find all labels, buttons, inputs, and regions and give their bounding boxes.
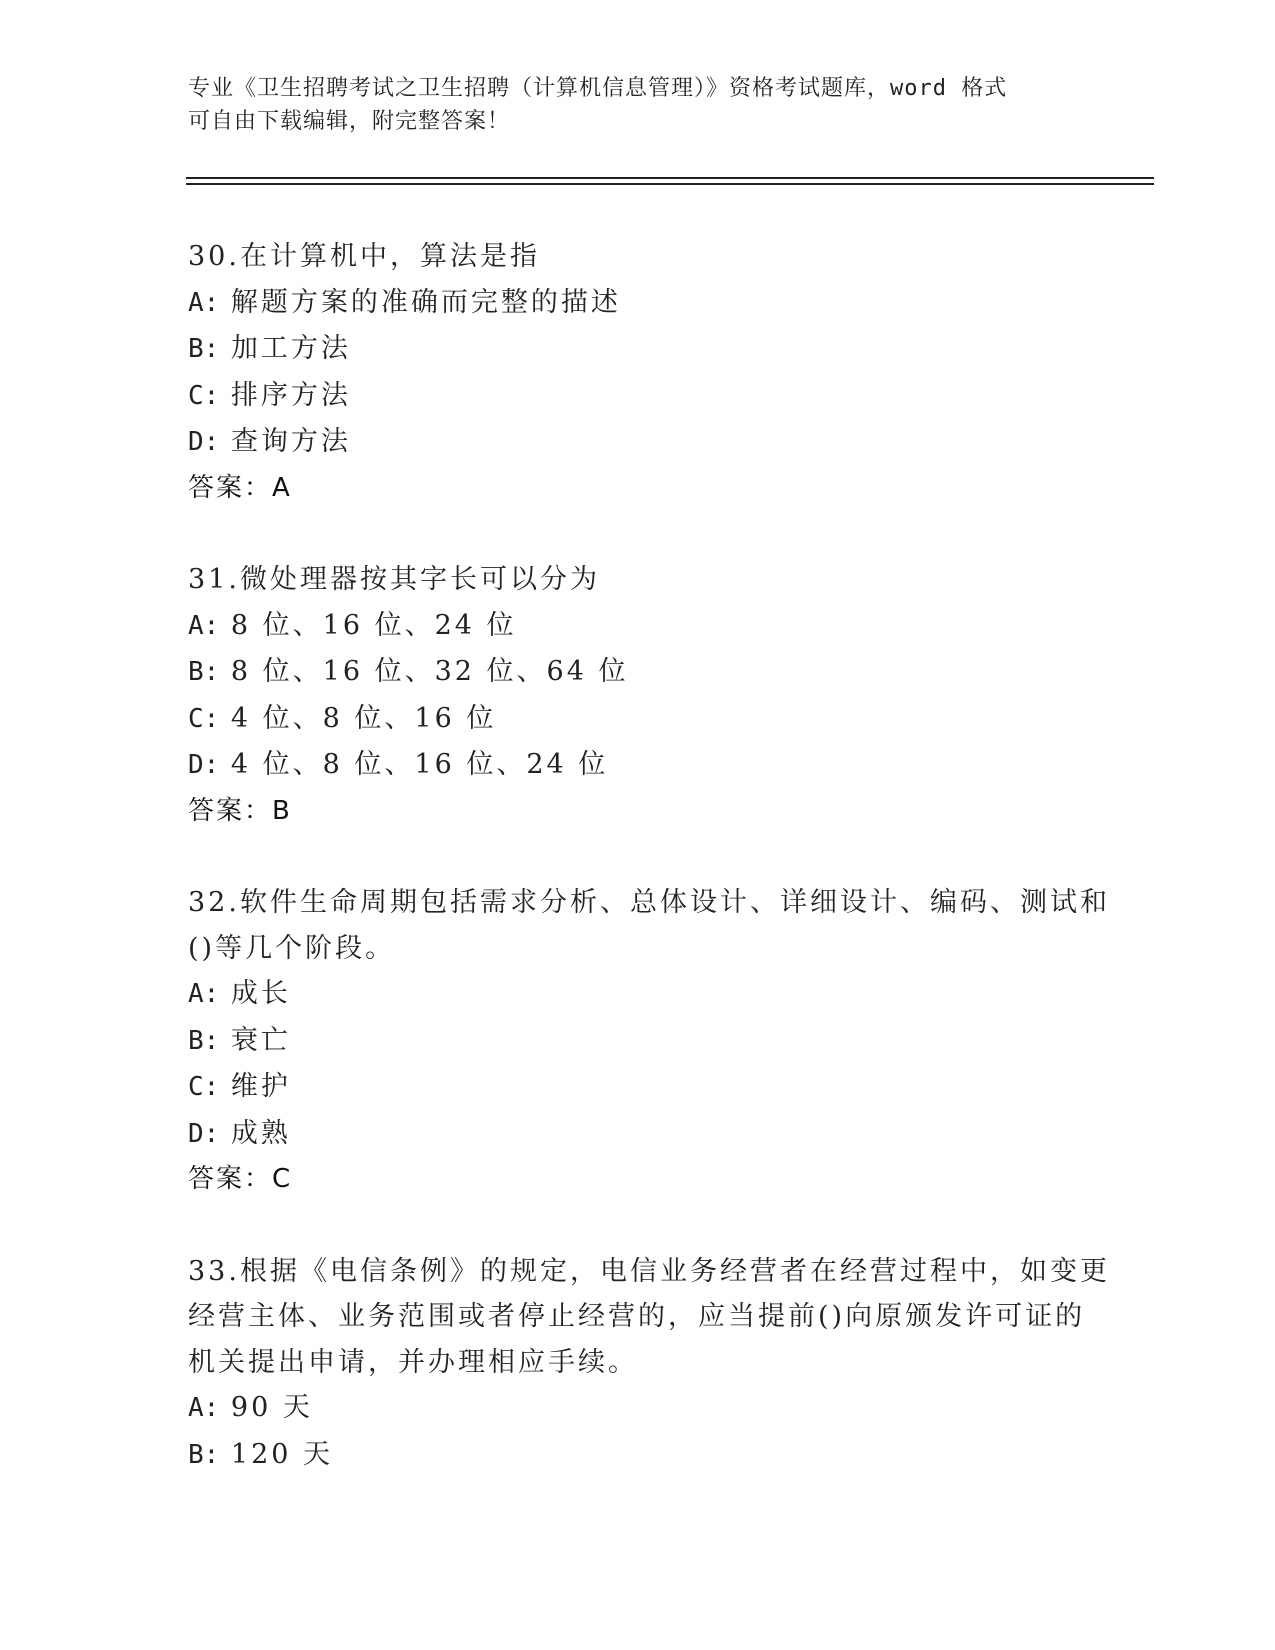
question-stem: ()等几个阶段。	[188, 932, 396, 964]
question-block	[188, 880, 1110, 1203]
option-label: A:	[188, 979, 220, 1009]
option-text: 成长	[230, 978, 291, 1009]
question-block	[188, 234, 1088, 511]
option-spacer	[219, 610, 231, 641]
option-row	[188, 696, 1088, 743]
question-stem: 经营主体、业务范围或者停止经营的，应当提前()向原颁发许可证的	[188, 1301, 1086, 1332]
option-text: 加工方法	[230, 333, 351, 364]
option-row	[188, 1385, 1088, 1432]
option-row	[188, 1432, 1088, 1479]
option-row	[188, 1064, 1088, 1111]
option-spacer	[219, 1071, 231, 1102]
question-stem: 33.根据《电信条例》的规定，电信业务经营者在经营过程中，如变更	[188, 1255, 1110, 1287]
option-spacer	[219, 287, 231, 318]
option-row	[188, 1111, 1088, 1158]
option-spacer	[219, 1118, 231, 1149]
option-text: 排序方法	[230, 379, 351, 411]
option-spacer	[219, 380, 231, 411]
option-spacer	[219, 426, 231, 457]
option-label: A:	[188, 287, 220, 318]
option-row	[188, 326, 1088, 373]
option-spacer	[219, 1439, 231, 1470]
option-label: B:	[188, 1439, 220, 1470]
header-line-1: 专业《卫生招聘考试之卫生招聘（计算机信息管理）》资格考试题库，word 格式	[188, 76, 1008, 101]
question-stem: 31.微处理器按其字长可以分为	[188, 564, 600, 595]
option-spacer	[219, 656, 231, 687]
question-block	[188, 1249, 1110, 1479]
option-text: 成熟	[230, 1117, 291, 1149]
option-row	[188, 280, 1088, 327]
option-label: A:	[188, 1393, 220, 1423]
option-text: 4 位、8 位、16 位、24 位	[230, 749, 609, 780]
option-label: D:	[188, 1118, 220, 1149]
option-text: 90 天	[230, 1392, 313, 1423]
option-text: 维护	[230, 1071, 291, 1102]
question-stem: 32.软件生命周期包括需求分析、总体设计、详细设计、编码、测试和	[188, 887, 1110, 918]
option-text: 8 位、16 位、24 位	[230, 609, 517, 641]
option-label: D:	[188, 427, 220, 457]
option-row	[188, 742, 1088, 789]
header-divider-bottom	[186, 183, 1154, 185]
option-label: A:	[188, 610, 220, 641]
option-text: 8 位、16 位、32 位、64 位	[230, 656, 629, 687]
option-spacer	[219, 1025, 231, 1056]
question-stem: 机关提出申请，并办理相应手续。	[188, 1346, 638, 1378]
answer-line: 答案：A	[188, 472, 292, 503]
option-label: B:	[188, 334, 220, 364]
document-header	[188, 72, 1068, 138]
header-line-2: 可自由下载编辑，附完整答案！	[188, 109, 511, 134]
option-row	[188, 603, 1088, 650]
option-spacer	[219, 333, 231, 364]
answer-line: 答案：C	[188, 1164, 293, 1194]
option-spacer	[219, 1392, 231, 1423]
option-label: C:	[188, 1072, 220, 1102]
option-label: B:	[188, 1025, 220, 1056]
option-label: C:	[188, 703, 220, 734]
option-text: 4 位、8 位、16 位	[230, 702, 497, 734]
option-row	[188, 649, 1088, 696]
option-spacer	[219, 703, 231, 734]
option-spacer	[219, 749, 231, 780]
question-list	[188, 234, 1110, 1524]
option-row	[188, 419, 1088, 466]
question-block	[188, 557, 1088, 834]
option-label: C:	[188, 380, 220, 411]
option-text: 解题方案的准确而完整的描述	[230, 286, 621, 318]
option-row	[188, 373, 1088, 420]
option-row	[188, 971, 1088, 1018]
option-text: 衰亡	[230, 1024, 291, 1056]
option-text: 查询方法	[230, 426, 351, 457]
answer-line: 答案：B	[188, 795, 292, 826]
header-divider-top	[186, 177, 1154, 179]
option-spacer	[219, 978, 231, 1009]
option-label: D:	[188, 750, 220, 780]
option-row	[188, 1018, 1088, 1065]
option-text: 120 天	[230, 1438, 334, 1470]
option-label: B:	[188, 657, 220, 687]
question-stem: 30.在计算机中，算法是指	[188, 241, 540, 272]
